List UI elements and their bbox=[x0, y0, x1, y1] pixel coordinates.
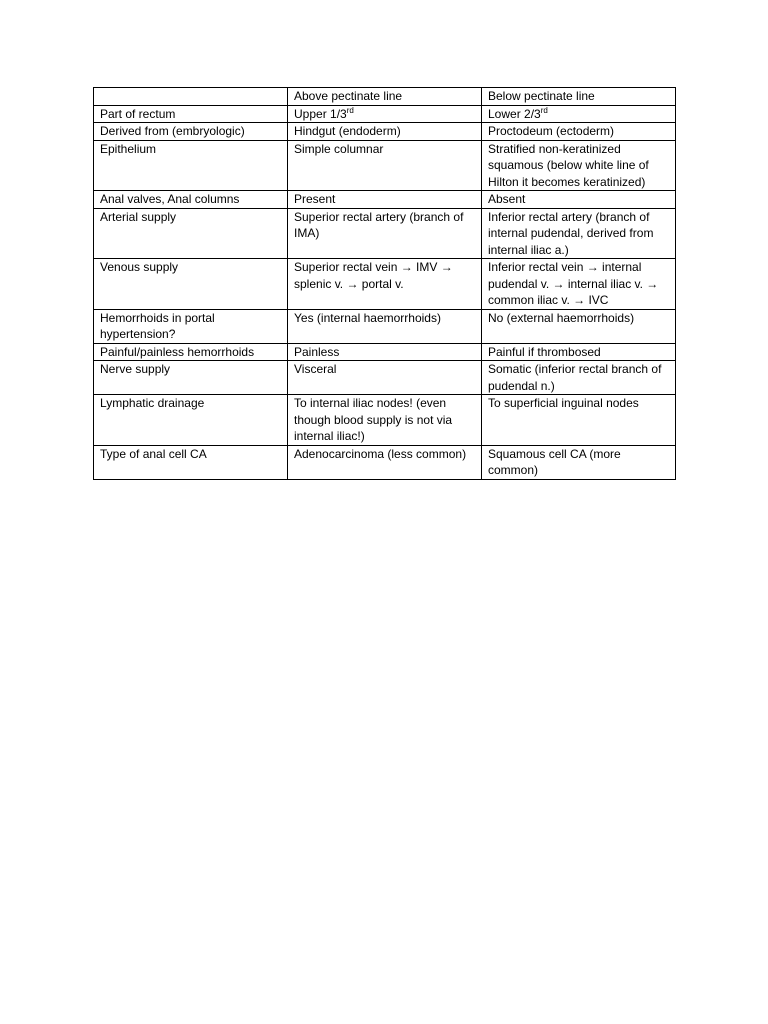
table-row bbox=[94, 191, 676, 209]
cell-below-text: Inferior rectal artery (branch of internal pudendal, derived from internal iliac a.) bbox=[488, 209, 654, 257]
cell-below bbox=[482, 361, 676, 395]
cell-below bbox=[482, 445, 676, 479]
cell-below-text: Somatic (inferior rectal branch of pudendal n.) bbox=[488, 362, 662, 393]
table-row bbox=[94, 208, 676, 259]
table-row bbox=[94, 140, 676, 191]
cell-above bbox=[288, 259, 482, 310]
cell-below bbox=[482, 140, 676, 191]
cell-above-text: Superior rectal vein → IMV → splenic v. → portal v. bbox=[294, 260, 453, 291]
table-row bbox=[94, 343, 676, 361]
cell-below bbox=[482, 208, 676, 259]
cell-below-text: Squamous cell CA (more common) bbox=[488, 446, 621, 477]
cell-above bbox=[288, 208, 482, 259]
row-label: Lymphatic drainage bbox=[94, 395, 288, 446]
header-cell-below: Below pectinate line bbox=[482, 88, 676, 106]
table-row bbox=[94, 259, 676, 310]
header-cell-empty bbox=[94, 88, 288, 106]
row-label: Part of rectum bbox=[94, 105, 288, 123]
cell-below-text: To superficial inguinal nodes bbox=[488, 396, 639, 410]
row-label: Arterial supply bbox=[94, 208, 288, 259]
cell-above-text: Painless bbox=[294, 344, 340, 359]
cell-above-superscript: rd bbox=[346, 105, 354, 115]
table-row bbox=[94, 395, 676, 446]
cell-above bbox=[288, 361, 482, 395]
cell-below bbox=[482, 259, 676, 310]
cell-below-text: No (external haemorrhoids) bbox=[488, 310, 635, 325]
row-label: Painful/painless hemorrhoids bbox=[94, 343, 288, 361]
cell-above-text: Superior rectal artery (branch of IMA) bbox=[294, 209, 464, 240]
cell-below-superscript: rd bbox=[540, 105, 548, 115]
cell-below-text: Lower 2/3 bbox=[488, 106, 541, 121]
cell-above bbox=[288, 395, 482, 446]
row-label: Nerve supply bbox=[94, 361, 288, 395]
cell-above-text: Hindgut (endoderm) bbox=[294, 124, 401, 138]
table-row bbox=[94, 361, 676, 395]
cell-above-text: Present bbox=[294, 192, 336, 206]
cell-below bbox=[482, 395, 676, 446]
cell-above bbox=[288, 123, 482, 141]
table-body bbox=[94, 105, 676, 479]
cell-below bbox=[482, 123, 676, 141]
table-header-row bbox=[94, 88, 676, 106]
row-label: Type of anal cell CA bbox=[94, 445, 288, 479]
table-row bbox=[94, 105, 676, 123]
cell-below bbox=[482, 309, 676, 343]
row-label: Hemorrhoids in portal hypertension? bbox=[94, 309, 288, 343]
cell-below-text: Inferior rectal vein → internal pudendal v. → internal iliac v. → common iliac v. → IVC bbox=[488, 260, 659, 307]
cell-below-text: Painful if thrombosed bbox=[488, 344, 601, 359]
cell-above bbox=[288, 191, 482, 209]
cell-above-text: Adenocarcinoma (less common) bbox=[294, 446, 467, 461]
cell-above bbox=[288, 105, 482, 123]
row-label: Anal valves, Anal columns bbox=[94, 191, 288, 209]
pectinate-line-comparison-table bbox=[93, 87, 676, 480]
cell-below bbox=[482, 191, 676, 209]
cell-below-text: Absent bbox=[488, 192, 526, 206]
cell-below bbox=[482, 343, 676, 361]
table-row bbox=[94, 123, 676, 141]
cell-above bbox=[288, 140, 482, 191]
cell-above bbox=[288, 445, 482, 479]
cell-below bbox=[482, 105, 676, 123]
row-label: Venous supply bbox=[94, 259, 288, 310]
cell-above bbox=[288, 309, 482, 343]
cell-above bbox=[288, 343, 482, 361]
cell-above-text: Yes (internal haemorrhoids) bbox=[294, 310, 441, 325]
cell-below-text: Stratified non-keratinized squamous (below white line of Hilton it becomes keratinized) bbox=[488, 141, 649, 189]
table-row bbox=[94, 309, 676, 343]
cell-above-text: To internal iliac nodes! (even though blood supply is not via internal iliac!) bbox=[294, 396, 453, 443]
cell-above-text: Simple columnar bbox=[294, 141, 384, 156]
header-cell-above: Above pectinate line bbox=[288, 88, 482, 106]
row-label: Epithelium bbox=[94, 140, 288, 191]
table-row bbox=[94, 445, 676, 479]
cell-above-text: Upper 1/3 bbox=[294, 106, 347, 121]
row-label: Derived from (embryologic) bbox=[94, 123, 288, 141]
cell-below-text: Proctodeum (ectoderm) bbox=[488, 124, 615, 138]
cell-above-text: Visceral bbox=[294, 362, 337, 376]
